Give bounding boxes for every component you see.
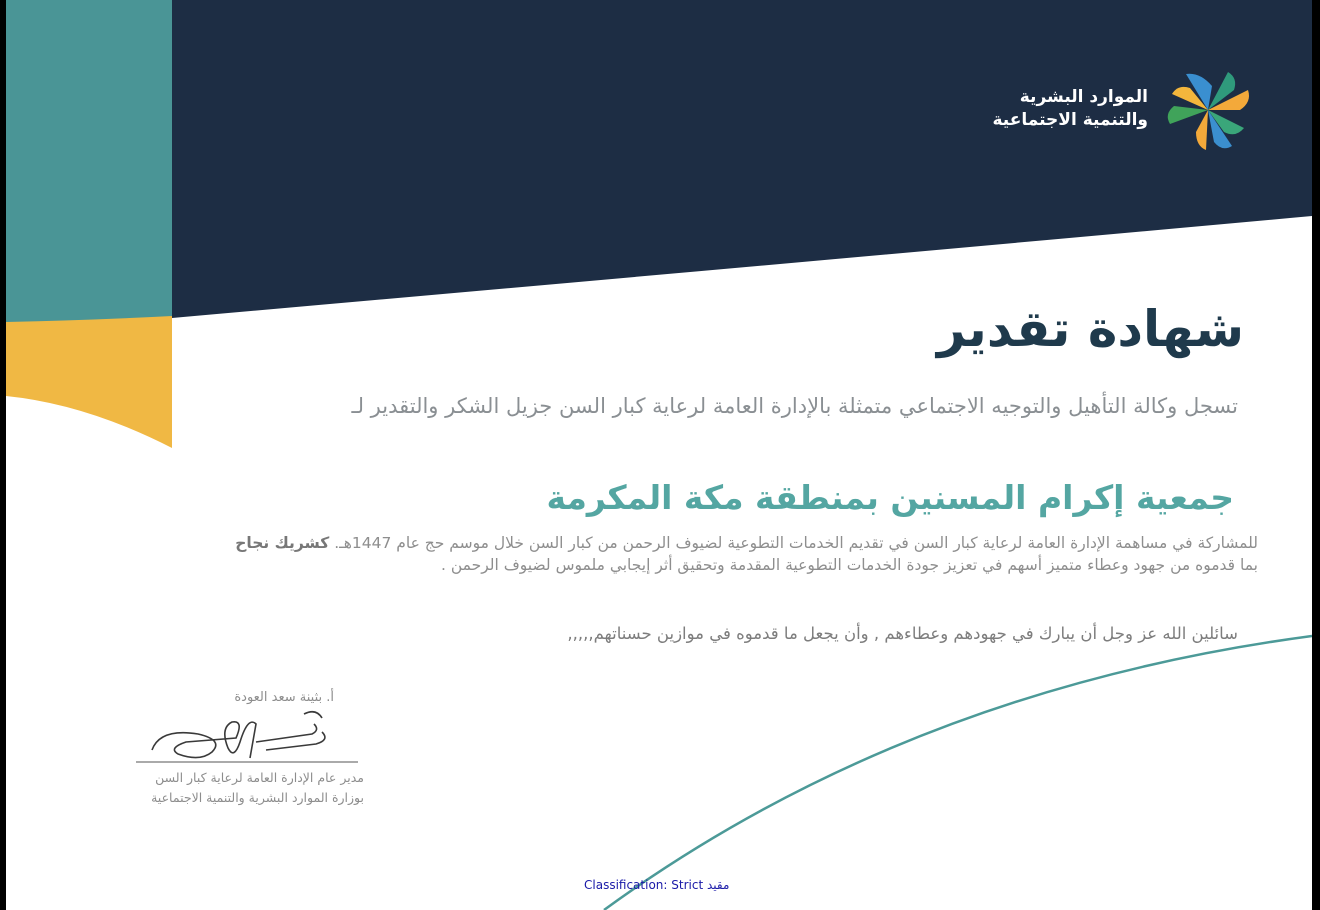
teal-curve: [604, 636, 1312, 910]
gold-wedge: [6, 316, 172, 448]
certificate-title: شهادة تقدير: [936, 300, 1244, 358]
certificate-body: [38, 532, 1258, 576]
logo-line1: الموارد البشرية: [1019, 87, 1148, 107]
prayer-text: سائلين الله عز وجل أن يبارك في جهودهم وعطاءهم , وأن يجعل ما قدموه في موازين حسناتهم,,,,,: [567, 624, 1238, 643]
logo-text: [992, 86, 1148, 132]
logo-line2: والتنمية الاجتماعية: [992, 110, 1148, 130]
teal-strip: [6, 0, 172, 324]
signature-block: [116, 688, 366, 818]
signatory-name: أ. بثينة سعد العودة: [234, 690, 334, 705]
ministry-logo: [990, 66, 1260, 156]
body-line-2: بما قدموه من جهود وعطاء متميز أسهم في تعزيز جودة الخدمات التطوعية المقدمة وتحقيق أثر إيجابي ملموس لضيوف الرحمن .: [441, 556, 1258, 574]
body-text-1: للمشاركة في مساهمة الإدارة العامة لرعاية كبار السن في تقديم الخدمات التطوعية لضيوف الرحمن من كبار السن خلال موسم حج عام 1447هـ.: [334, 534, 1258, 552]
body-line-1: [38, 532, 1258, 554]
organization-name: جمعية إكرام المسنين بمنطقة مكة المكرمة: [546, 478, 1234, 517]
signatory-role-2: بوزارة الموارد البشرية والتنمية الاجتماعية: [151, 790, 364, 805]
success-partner-label: كشريك نجاح: [235, 534, 330, 552]
certificate-page: [6, 0, 1312, 910]
intro-text: تسجل وكالة التأهيل والتوجيه الاجتماعي متمثلة بالإدارة العامة لرعاية كبار السن جزيل الشكر والتقدير لـ: [351, 394, 1238, 418]
header-band: [172, 0, 1312, 318]
signatory-role-1: مدير عام الإدارة العامة لرعاية كبار السن: [155, 770, 364, 785]
classification-label: Classification: Strict مقيد: [584, 878, 730, 892]
handwritten-signature: [116, 702, 366, 772]
ministry-star-icon: [1156, 66, 1260, 154]
